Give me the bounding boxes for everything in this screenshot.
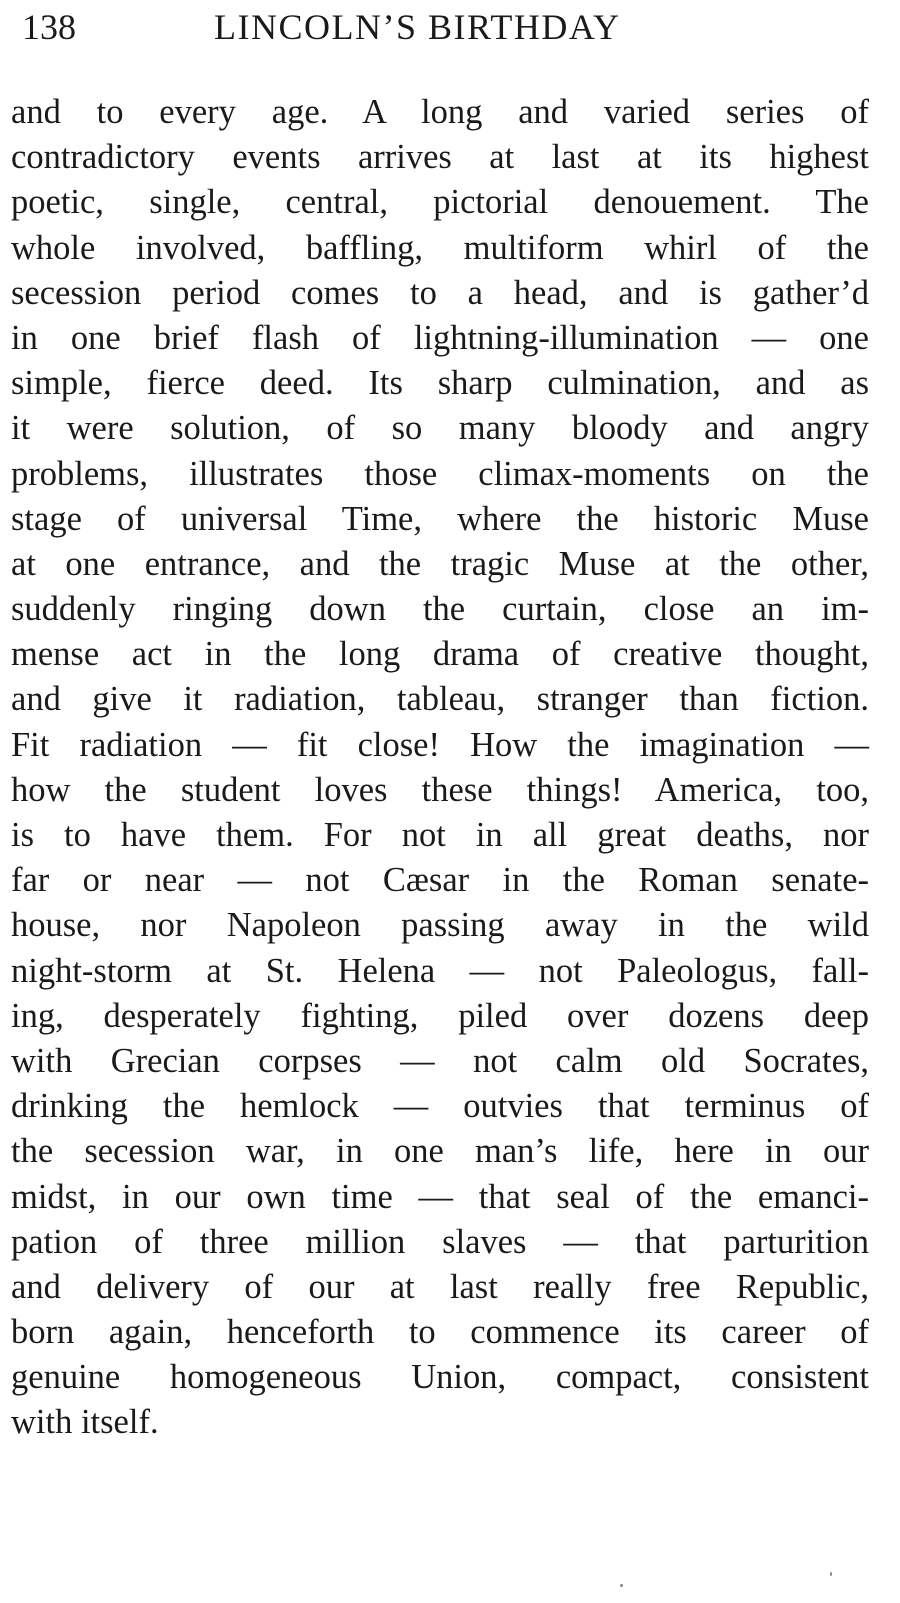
scan-speck	[830, 1572, 832, 1576]
scan-speck	[620, 1584, 623, 1587]
text-line: simple, fierce deed. Its sharp culmination, and as	[11, 364, 869, 403]
text-line: ing, desperately fighting, piled over dozens deep	[11, 996, 869, 1035]
text-line: with itself.	[11, 1403, 159, 1442]
body-paragraph	[11, 90, 869, 1446]
text-line: with Grecian corpses — not calm old Socrates,	[11, 1041, 869, 1080]
text-line: midst, in our own time — that seal of the emanci-	[11, 1177, 869, 1216]
text-line: poetic, single, central, pictorial denouement. The	[11, 183, 869, 222]
text-line: at one entrance, and the tragic Muse at the other,	[11, 544, 869, 583]
text-line: mense act in the long drama of creative thought,	[11, 635, 869, 674]
page-header	[14, 4, 874, 50]
page-number: 138	[22, 7, 76, 47]
text-line: the secession war, in one man’s life, here in our	[11, 1132, 869, 1171]
running-head: LINCOLN’S BIRTHDAY	[214, 7, 621, 47]
text-line: is to have them. For not in all great deaths, nor	[11, 816, 869, 854]
text-line: born again, henceforth to commence its career of	[11, 1313, 869, 1352]
text-line: far or near — not Cæsar in the Roman senate-	[11, 861, 869, 900]
text-line: drinking the hemlock — outvies that terminus of	[11, 1087, 869, 1126]
text-line: secession period comes to a head, and is gather’d	[11, 273, 869, 312]
text-line: house, nor Napoleon passing away in the wild	[11, 906, 869, 945]
text-line: suddenly ringing down the curtain, close an im-	[11, 590, 869, 629]
text-line: night-storm at St. Helena — not Paleologus, fall-	[11, 951, 869, 990]
text-line: and give it radiation, tableau, stranger than fiction.	[11, 680, 869, 719]
text-line: in one brief flash of lightning-illumination — one	[11, 318, 869, 357]
text-line: pation of three million slaves — that parturition	[11, 1222, 869, 1261]
text-line: stage of universal Time, where the historic Muse	[11, 499, 869, 538]
text-line: whole involved, baffling, multiform whirl of the	[11, 228, 869, 267]
text-line: genuine homogeneous Union, compact, consistent	[11, 1358, 869, 1397]
text-line: how the student loves these things! America, too,	[11, 770, 869, 809]
text-line: and delivery of our at last really free Republic,	[11, 1267, 869, 1306]
text-line: problems, illustrates those climax-moments on the	[11, 454, 869, 493]
text-line: and to every age. A long and varied series of	[11, 93, 869, 131]
text-line: it were solution, of so many bloody and angry	[11, 409, 869, 448]
text-line: Fit radiation — fit close! How the imagination —	[11, 725, 869, 764]
text-line: contradictory events arrives at last at its highest	[11, 138, 869, 177]
